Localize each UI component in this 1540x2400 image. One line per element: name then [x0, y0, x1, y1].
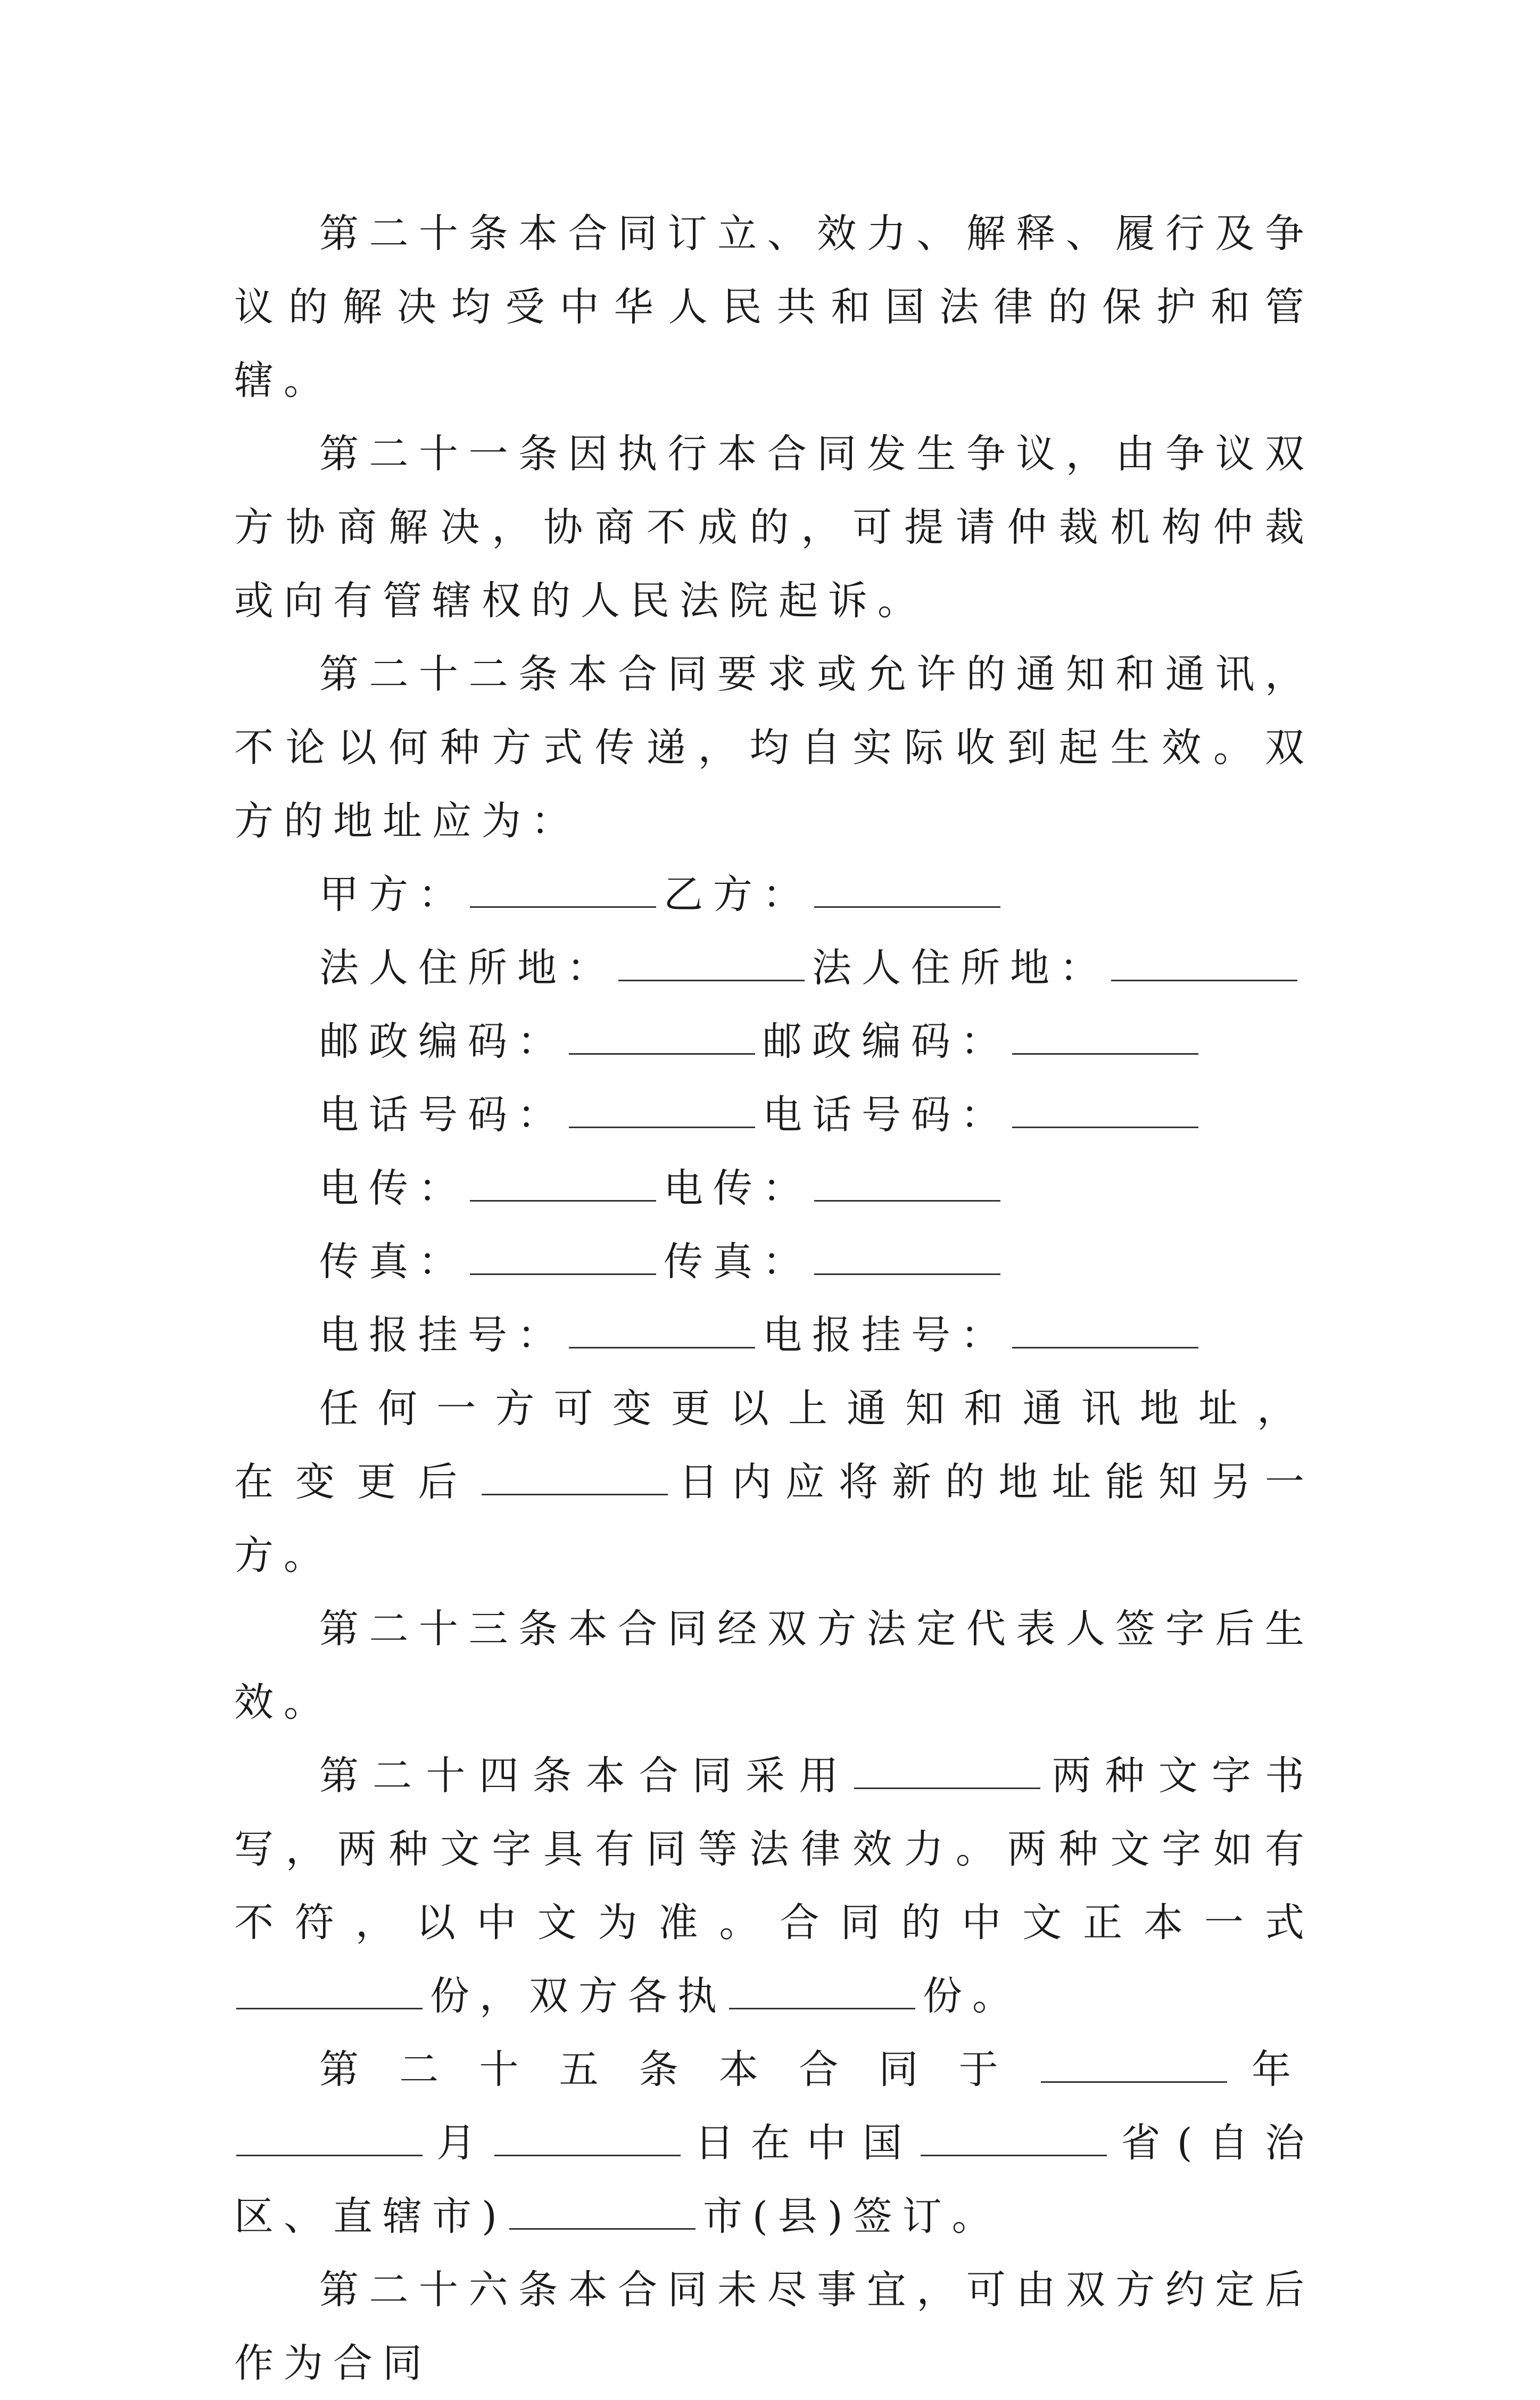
blank-field[interactable]	[1012, 1089, 1198, 1128]
blank-field[interactable]	[482, 1456, 668, 1495]
field-row-telex	[234, 1152, 1314, 1225]
field-label-right: 电话号码：	[763, 1092, 1010, 1138]
field-label-left: 电传：	[319, 1165, 468, 1211]
field-label-right: 电报挂号：	[763, 1312, 1010, 1358]
blank-field[interactable]	[569, 1016, 755, 1055]
blank-field[interactable]	[509, 2191, 696, 2230]
change-notice-text: 日内应将新的地址能知另一方。	[234, 1459, 1314, 1578]
blank-field[interactable]	[814, 869, 1000, 908]
blank-field[interactable]	[1012, 1310, 1198, 1348]
field-label-left: 传真：	[319, 1239, 468, 1285]
article-25-text: 省(自治区、直辖市)	[234, 2120, 1315, 2239]
blank-field[interactable]	[814, 1236, 1000, 1275]
article-20: 第二十条本合同订立、效力、解释、履行及争议的解决均受中华人民共和国法律的保护和管辖。	[234, 211, 1314, 403]
blank-field[interactable]	[470, 869, 656, 908]
article-26: 第二十六条本合同未尽事宜，可由双方约定后作为合同	[234, 2267, 1314, 2386]
field-row-party	[234, 858, 1314, 931]
field-row-address	[234, 931, 1314, 1005]
blank-field[interactable]	[470, 1236, 656, 1275]
blank-field[interactable]	[854, 1750, 1040, 1789]
blank-field[interactable]	[1041, 2044, 1227, 2083]
field-label-left: 甲方：	[319, 872, 468, 917]
article-24-text: 份。	[923, 1973, 1022, 2019]
blank-field[interactable]	[921, 2117, 1107, 2156]
field-label-right: 电传：	[664, 1165, 812, 1211]
article-25	[234, 2033, 1314, 2253]
blank-field[interactable]	[814, 1163, 1000, 1202]
blank-field[interactable]	[494, 2117, 681, 2156]
article-24-text: 份，双方各执	[430, 1973, 727, 2019]
field-label-right: 法人住所地：	[812, 945, 1109, 991]
article-24	[234, 1739, 1314, 2033]
article-22: 第二十二条本合同要求或允许的通知和通讯，不论以何种方式传递，均自实际收到起生效。双方的地址应为：	[234, 651, 1314, 844]
article-23: 第二十三条本合同经双方法定代表人签字后生效。	[234, 1606, 1314, 1725]
article-25-text: 第二十五条本合同于	[319, 2047, 1039, 2092]
field-label-right: 传真：	[664, 1239, 812, 1285]
blank-field[interactable]	[1012, 1016, 1198, 1055]
change-notice	[234, 1372, 1314, 1592]
blank-field[interactable]	[236, 1971, 423, 2009]
article-24-text: 第二十四条本合同采用	[319, 1753, 852, 1799]
article-21: 第二十一条因执行本合同发生争议，由争议双方协商解决，协商不成的，可提请仲裁机构仲裁或向有管辖权的人民法院起诉。	[234, 431, 1314, 624]
field-label-right: 邮政编码：	[763, 1019, 1010, 1064]
document-page	[234, 197, 1314, 2400]
article-25-text: 日在中国	[688, 2120, 919, 2166]
article-24-text: 两种文字书写，两种文字具有同等法律效力。两种文字如有不符，以中文为准。合同的中文正本一式	[234, 1753, 1315, 1946]
change-notice-text: 任何一方可变更以上通知和通讯地址，在变更后	[234, 1386, 1314, 1505]
blank-field[interactable]	[470, 1163, 656, 1202]
blank-field[interactable]	[236, 2117, 423, 2156]
blank-field[interactable]	[1111, 942, 1297, 981]
field-label-left: 电话号码：	[319, 1092, 567, 1138]
field-label-left: 电报挂号：	[319, 1312, 567, 1358]
article-25-text: 年	[1234, 2047, 1315, 2092]
field-row-postcode	[234, 1005, 1314, 1078]
field-row-phone	[234, 1078, 1314, 1152]
blank-field[interactable]	[569, 1310, 755, 1348]
field-label-right: 乙方：	[664, 872, 812, 917]
field-label-left: 邮政编码：	[319, 1019, 567, 1064]
field-row-cable	[234, 1298, 1314, 1372]
article-25-text: 市(县)签订。	[702, 2194, 1001, 2239]
blank-field[interactable]	[729, 1971, 915, 2009]
blank-field[interactable]	[569, 1089, 755, 1128]
field-label-left: 法人住所地：	[319, 945, 616, 991]
blank-field[interactable]	[618, 942, 805, 981]
article-25-text: 月	[430, 2120, 493, 2166]
field-row-fax	[234, 1225, 1314, 1298]
